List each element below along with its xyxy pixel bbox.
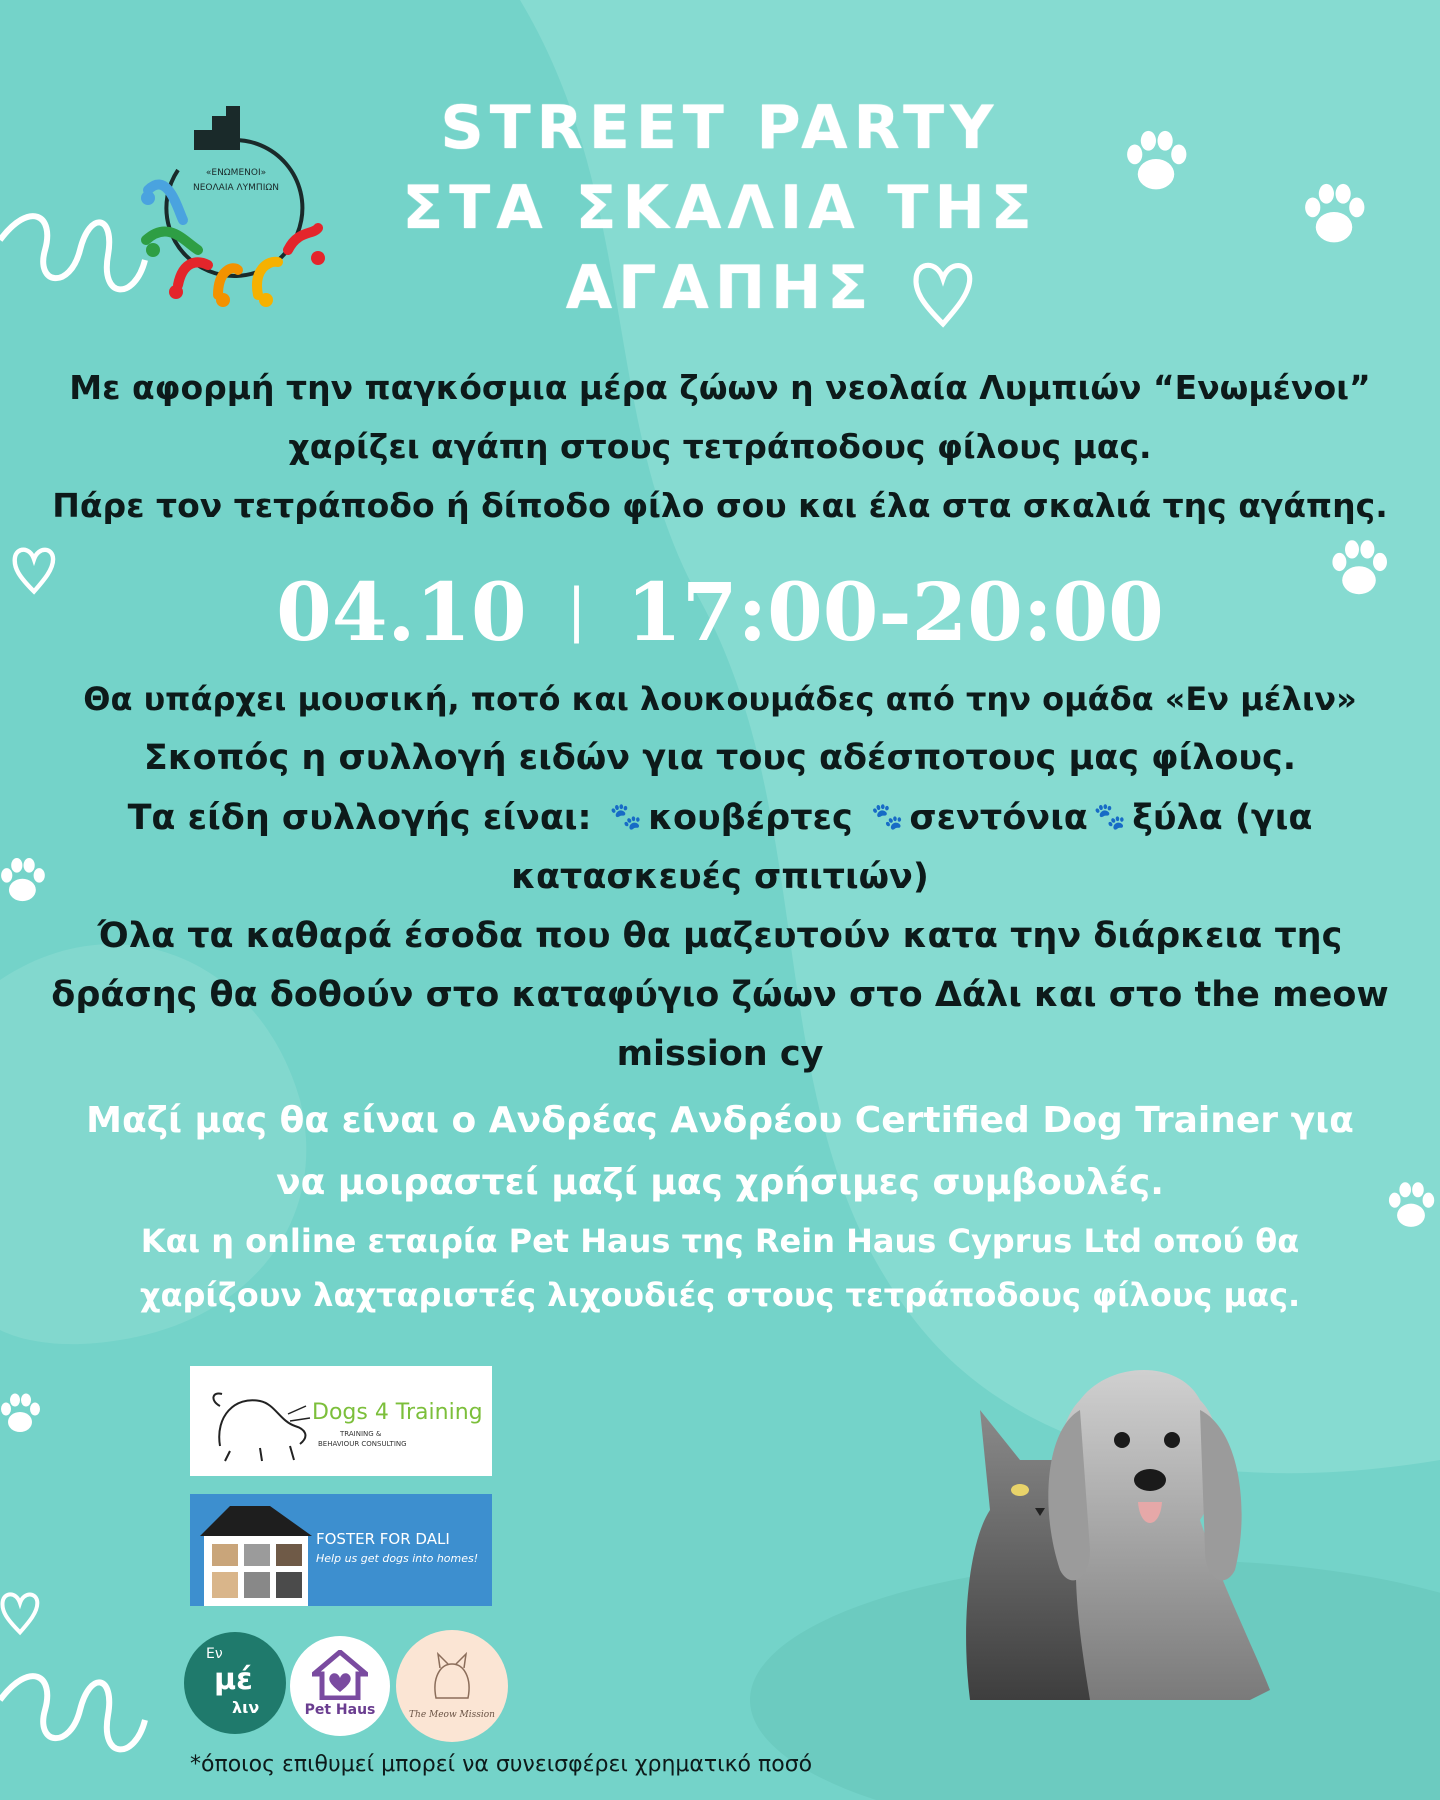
foster-for-dali-tagline: Help us get dogs into homes! [316,1552,479,1565]
dogs4training-name: Dogs 4 Training [312,1400,483,1425]
paw-icon [0,1384,50,1444]
meow-mission-name: The Meow Mission [409,1710,495,1720]
dogs4training-logo [190,1366,492,1476]
swirl-icon [0,216,145,289]
event-details [10,670,1430,1084]
en-melin-logo [184,1632,286,1734]
en-melin-line1: Εν [206,1646,223,1662]
intro-line3: Πάρε τον τετράποδο ή δίποδο φίλο σου και έλα στα σκαλιά της αγάπης. [52,486,1388,525]
en-melin-line3: λιν [232,1698,260,1717]
collection-item-wood: ξύλα (για [1132,798,1313,838]
organizer-logo-line1: «ΕΝΩΜΕΝΟΙ» [205,168,267,178]
pet-haus-logo [290,1636,390,1736]
paw-icon [1118,124,1194,200]
organizer-logo-line2: ΝΕΟΛΑΙΑ ΛΥΜΠΙΩΝ [193,183,279,193]
paw-icon [1296,172,1372,258]
event-title-line3: ΑΓΑΠΗΣ [565,253,875,323]
pet-house-icon [312,1650,368,1700]
guests-line4: χαρίζουν λαχταριστές λιχουδιές στους τετράποδους φίλους μας. [139,1276,1301,1314]
collection-item-sheets: σεντόνια [909,798,1088,838]
details-line1: Θα υπάρχει μουσική, ποτό και λουκουμάδες από την ομάδα «Εν μέλιν» [83,680,1357,718]
event-time: 17:00-20:00 [626,565,1164,659]
date-time-separator: | [566,576,587,644]
details-line2: Σκοπός η συλλογή ειδών για τους αδέσποτους μας φίλους. [143,738,1297,778]
details-line5: Όλα τα καθαρά έσοδα που θα μαζευτούν κατα την διάρκεια της [97,916,1343,956]
swirl-icon [0,1676,145,1749]
collection-item-blankets: κουβέρτες [648,798,853,838]
event-title-line1: STREET PARTY [440,93,1000,163]
details-line6: δράσης θα δοθούν στο καταφύγιο ζώων στο Δάλι και στο the meow [51,975,1389,1015]
guests-line1: Μαζί μας θα είναι ο Ανδρέας Ανδρέου Certified Dog Trainer για [86,1100,1354,1141]
foster-for-dali-name: FOSTER FOR DALI [316,1530,450,1548]
heart-icon [0,1586,40,1636]
dogs4training-tagline2: BEHAVIOUR CONSULTING [318,1440,407,1448]
intro-line1: Με αφορμή την παγκόσμια μέρα ζώων η νεολαία Λυμπιών “Ενωμένοι” [69,368,1371,407]
event-title [380,88,1060,328]
foster-for-dali-logo [190,1494,492,1606]
intro-text [0,358,1440,535]
collection-items-label: Τα είδη συλλογής είναι: [127,798,592,838]
event-datetime [0,560,1440,662]
footnote: *όποιος επιθυμεί μπορεί να συνεισφέρει χρηματικό ποσό [190,1752,813,1777]
cat-sketch-icon [426,1648,478,1704]
details-line3 [10,788,1430,848]
organizer-logo-figures [141,184,325,307]
paw-icon: 🐾 [609,802,643,832]
dogs4training-tagline1: TRAINING & [340,1430,382,1438]
meow-mission-logo [396,1630,508,1742]
organizer-logo [138,100,328,308]
cat-and-dog-illustration [950,1340,1300,1700]
paw-icon: 🐾 [1093,802,1127,832]
pet-haus-name: Pet Haus [304,1702,376,1718]
guest-info [0,1090,1440,1322]
event-title-line2: ΣΤΑ ΣΚΑΛΙΑ ΤΗΣ [402,173,1038,243]
en-melin-line2: μέ [214,1662,253,1697]
details-line4: κατασκευές σπιτιών) [511,857,929,897]
details-line7: mission cy [616,1034,824,1074]
event-date: 04.10 [276,565,527,659]
intro-line2: χαρίζει αγάπη στους τετράποδους φίλους μας. [288,427,1152,466]
guests-line2: να μοιραστεί μαζί μας χρήσιμες συμβουλές. [276,1162,1164,1203]
guests-line3: Και η online εταιρία Pet Haus της Rein Haus Cyprus Ltd οπού θα [140,1222,1300,1260]
house-icon [190,1494,492,1606]
paw-icon: 🐾 [870,802,904,832]
